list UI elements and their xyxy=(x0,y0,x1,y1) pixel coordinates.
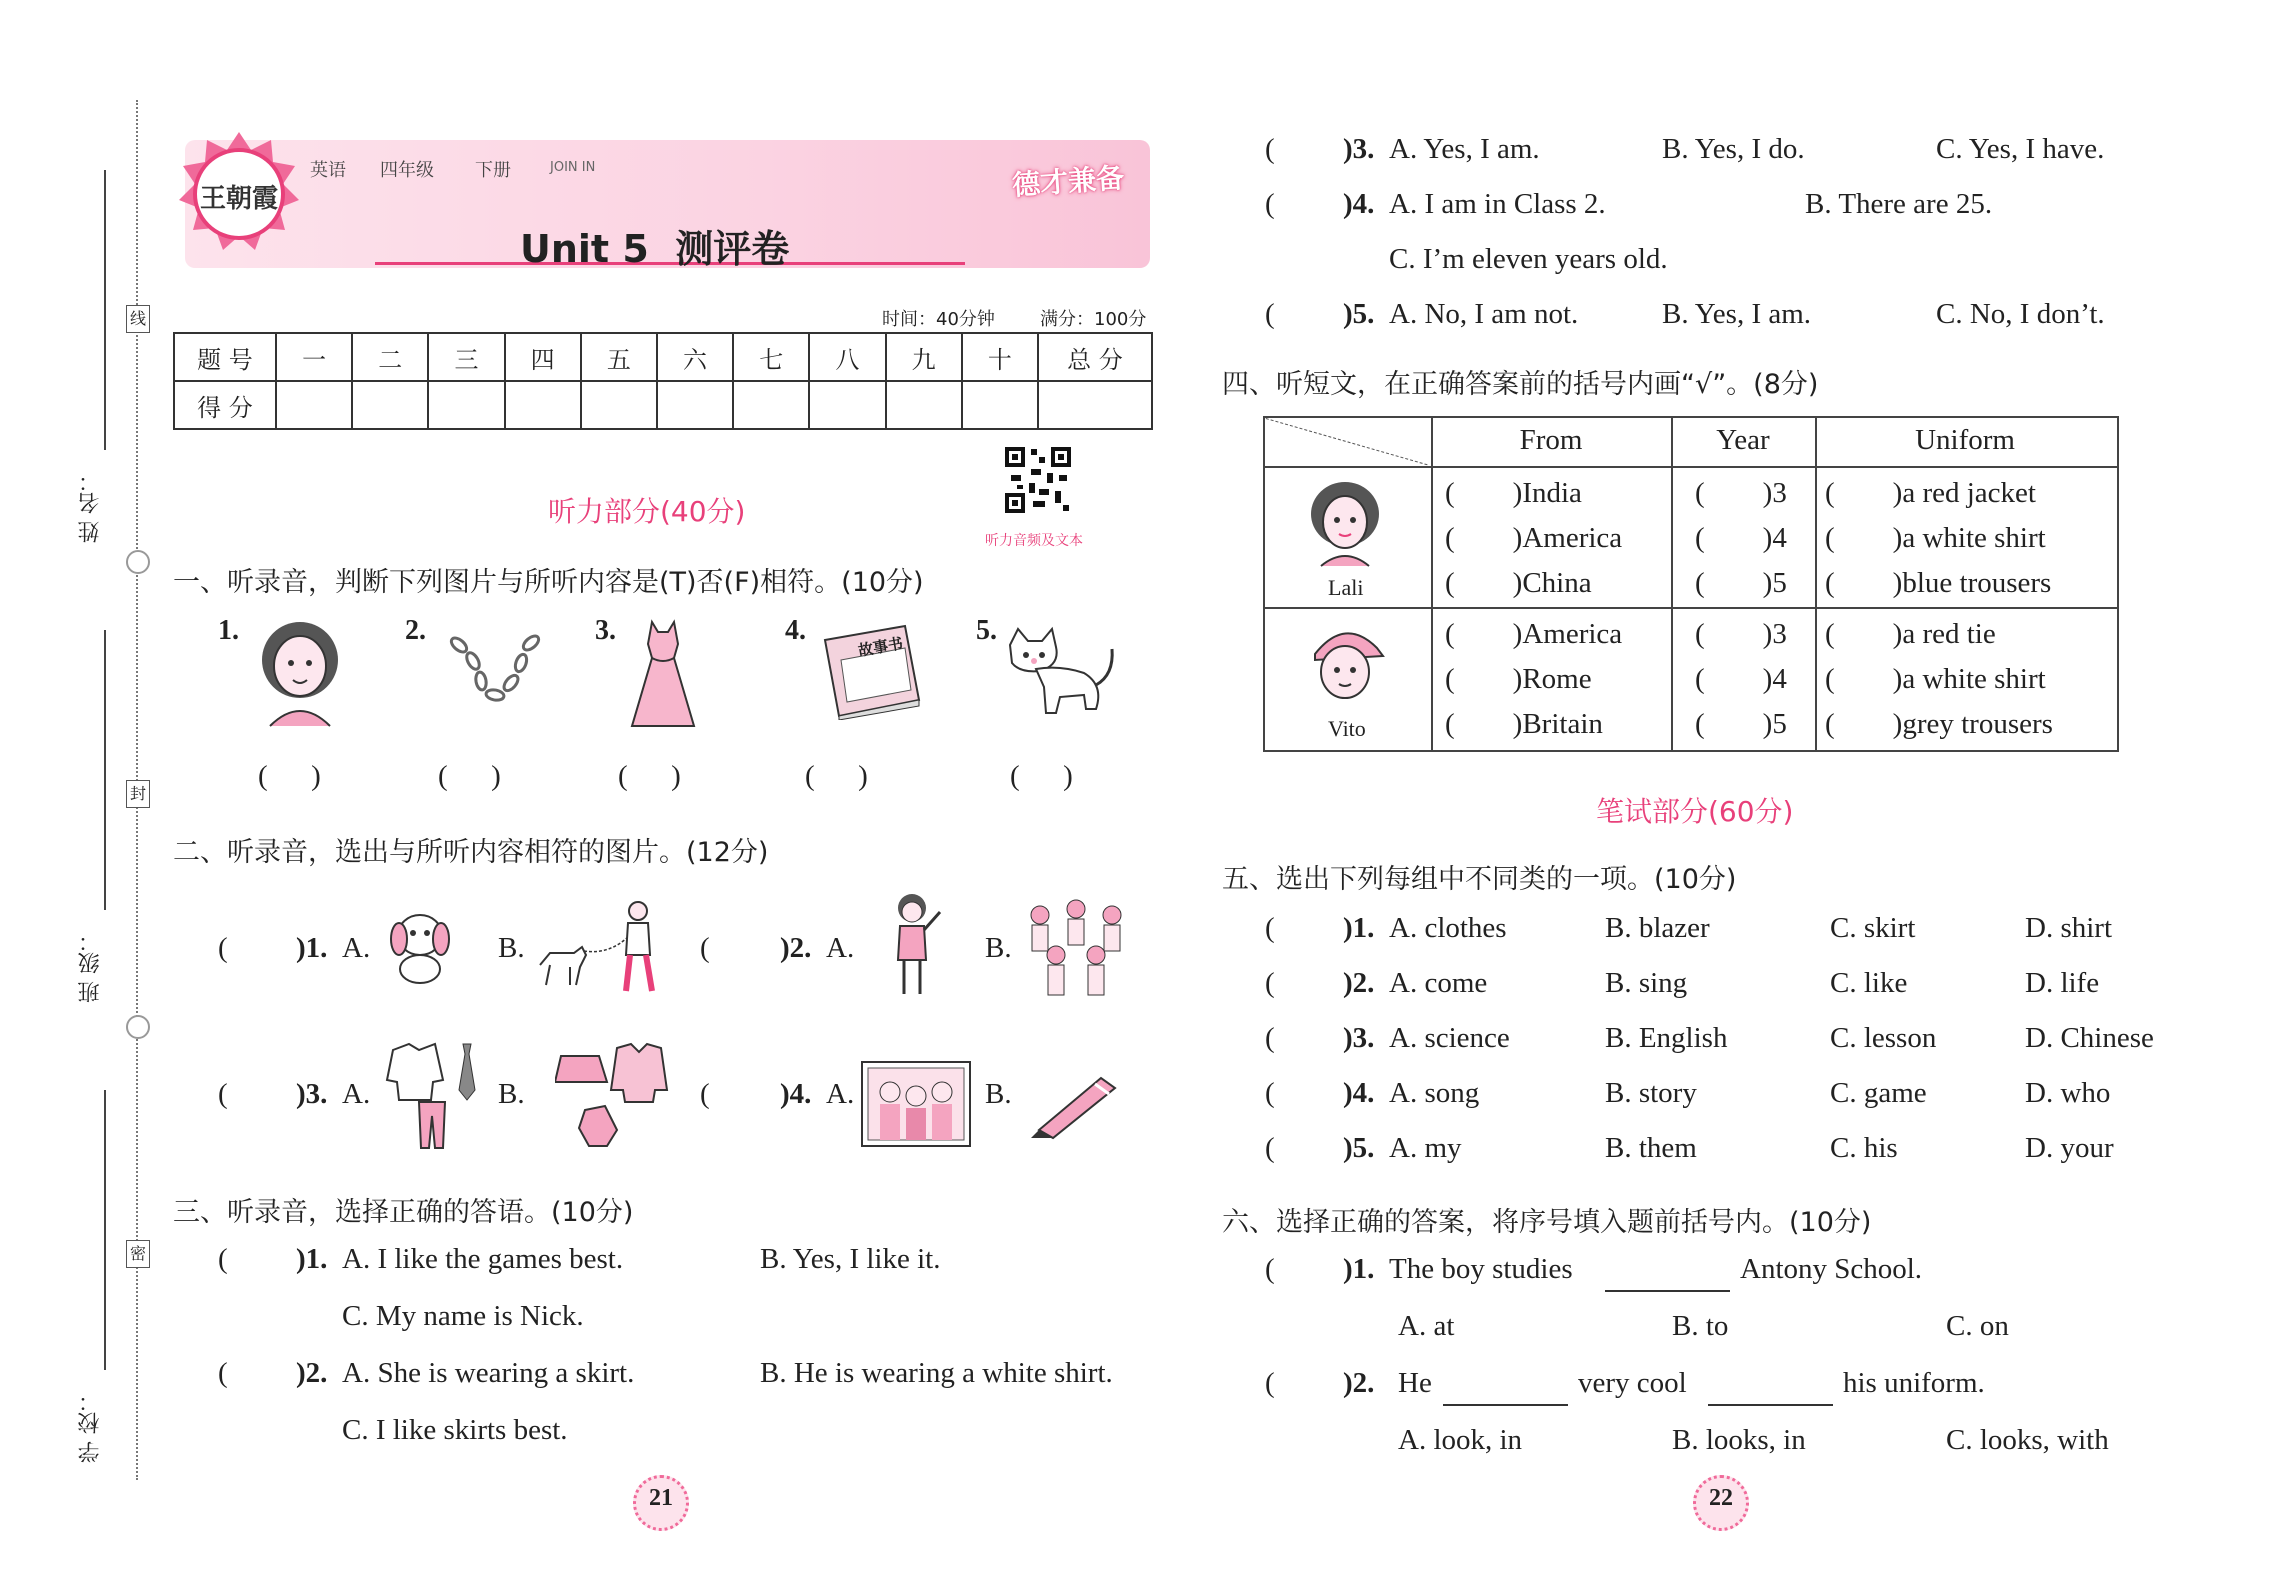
table-cell: 五 xyxy=(581,333,657,381)
part4-title: 四、听短文，在正确答案前的括号内画“√”。(8分) xyxy=(1222,369,1819,400)
score-table-score-row xyxy=(174,381,1152,429)
option-c: C. game xyxy=(1830,1077,1927,1109)
option-b: B. He is wearing a white shirt. xyxy=(760,1357,1113,1389)
lali-avatar-icon xyxy=(1305,478,1385,573)
group-of-children-picture-icon xyxy=(1020,895,1135,1005)
option-a: A. She is wearing a skirt. xyxy=(342,1357,635,1389)
from-option[interactable]: ( )China xyxy=(1445,567,1592,599)
from-option[interactable]: ( )Britain xyxy=(1445,708,1603,740)
option-b-label: B. xyxy=(985,932,1012,964)
option-a-label: A. xyxy=(342,932,371,964)
question-number: )4. xyxy=(1343,1077,1375,1109)
option-a: A. song xyxy=(1389,1077,1480,1109)
option-a: A. science xyxy=(1389,1022,1510,1054)
subject-label: 英语 xyxy=(310,160,346,181)
option-d: D. your xyxy=(2025,1132,2114,1164)
score-input[interactable] xyxy=(505,381,581,429)
option-a: A. my xyxy=(1389,1132,1462,1164)
uniform-option[interactable]: ( )grey trousers xyxy=(1825,708,2053,740)
answer-bracket[interactable]: ( xyxy=(1265,298,1275,330)
question-number: )2. xyxy=(1343,967,1375,999)
uniform-option-text: a white shirt xyxy=(1902,522,2046,554)
header-from: From xyxy=(1519,424,1583,456)
option-b: B. story xyxy=(1605,1077,1697,1109)
sentence-part: He xyxy=(1398,1367,1432,1399)
uniform-option[interactable]: ( )blue trousers xyxy=(1825,567,2052,599)
part3-title: 三、听录音，选择正确的答语。(10分) xyxy=(173,1197,634,1228)
page-number-left: 21 xyxy=(649,1485,673,1511)
binding-margin xyxy=(60,100,150,1480)
grade-label: 四年级 xyxy=(380,160,434,181)
page-title: Unit 5 测评卷 xyxy=(520,227,790,271)
table-cell: 七 xyxy=(733,333,809,381)
dog-walking-picture-icon xyxy=(530,895,670,1000)
option-a: A. I like the games best. xyxy=(342,1243,624,1275)
question-number: )2. xyxy=(780,932,812,964)
option-b: B. Yes, I am. xyxy=(1662,298,1812,330)
answer-bracket[interactable]: ( xyxy=(1265,1077,1275,1109)
part5-title: 五、选出下列每组中不同类的一项。(10分) xyxy=(1222,864,1737,895)
table-divider xyxy=(1263,607,2117,609)
pen-picture-icon xyxy=(1025,1070,1125,1145)
question-number: )5. xyxy=(1343,1132,1375,1164)
part1-num: 2. xyxy=(405,615,426,646)
listening-section-title: 听力部分(40分) xyxy=(548,495,746,528)
answer-bracket[interactable]: ( xyxy=(218,1243,228,1275)
from-option-text: Britain xyxy=(1522,708,1603,740)
part1-title: 一、听录音，判断下列图片与所听内容是(T)否(F)相符。(10分) xyxy=(173,567,924,598)
table-cell: 三 xyxy=(428,333,504,381)
question-number: )1. xyxy=(296,1243,328,1275)
school-label: 学 校： xyxy=(78,1390,103,1463)
from-option-text: China xyxy=(1522,567,1592,599)
option-c: C. I’m eleven years old. xyxy=(1389,243,1668,275)
answer-bracket[interactable]: ( xyxy=(1265,1253,1275,1285)
storybook-picture-icon xyxy=(815,620,925,725)
logo-text: 王朝霞 xyxy=(199,184,278,213)
score-input[interactable] xyxy=(1038,381,1152,429)
option-c: C. My name is Nick. xyxy=(342,1300,584,1332)
uniform-option-text: a white shirt xyxy=(1902,663,2046,695)
uniform-option[interactable]: ( )a white shirt xyxy=(1825,522,2046,554)
option-b: B. Yes, I like it. xyxy=(760,1243,941,1275)
option-c: C. his xyxy=(1830,1132,1898,1164)
question-number: )2. xyxy=(296,1357,328,1389)
year-option[interactable]: ( )5 xyxy=(1695,567,1787,599)
vito-name: Vito xyxy=(1328,716,1366,741)
storybook-label: 故事书 xyxy=(856,634,905,660)
year-option[interactable]: ( )3 xyxy=(1695,477,1787,509)
year-option-text: 4 xyxy=(1772,522,1787,554)
option-c: C. Yes, I have. xyxy=(1936,133,2105,165)
option-b-label: B. xyxy=(498,932,525,964)
school-line xyxy=(104,1090,106,1370)
table-cell: 九 xyxy=(886,333,962,381)
question-number: )1. xyxy=(1343,912,1375,944)
from-option[interactable]: ( )America xyxy=(1445,618,1623,650)
option-a: A. No, I am not. xyxy=(1389,298,1579,330)
uniform-option[interactable]: ( )a red jacket xyxy=(1825,477,2036,509)
score-table xyxy=(173,332,1153,430)
question-number: )1. xyxy=(296,932,328,964)
time-info: 时间：40分钟 xyxy=(882,309,995,330)
option-a: A. look, in xyxy=(1398,1424,1523,1456)
answer-bracket[interactable]: ( xyxy=(1265,1132,1275,1164)
answer-bracket[interactable]: ( xyxy=(1265,912,1275,944)
from-option-text: America xyxy=(1522,522,1623,554)
part2-title: 二、听录音，选出与所听内容相符的图片。(12分) xyxy=(173,837,769,868)
edition-label: JOIN IN xyxy=(550,160,596,175)
option-a: A. come xyxy=(1389,967,1488,999)
question-number: )5. xyxy=(1343,298,1375,330)
option-c: C. like xyxy=(1830,967,1908,999)
dress-picture-icon xyxy=(628,618,698,735)
uniform-option-text: blue trousers xyxy=(1902,567,2052,599)
year-option[interactable]: ( )5 xyxy=(1695,708,1787,740)
part6-title: 六、选择正确的答案，将序号填入题前括号内。(10分) xyxy=(1222,1207,1872,1238)
from-option-text: America xyxy=(1522,618,1623,650)
option-b: B. looks, in xyxy=(1672,1424,1806,1456)
answer-bracket[interactable]: ( xyxy=(218,1357,228,1389)
answer-bracket[interactable]: ( ) xyxy=(805,760,868,792)
option-b: B. blazer xyxy=(1605,912,1710,944)
score-input[interactable] xyxy=(886,381,962,429)
year-option-text: 5 xyxy=(1772,708,1787,740)
sentence-part: his uniform. xyxy=(1843,1367,1985,1399)
class-label: 班 级： xyxy=(78,930,103,1003)
option-b-label: B. xyxy=(498,1078,525,1110)
part1-num: 3. xyxy=(595,615,616,646)
option-c: C. No, I don’t. xyxy=(1936,298,2105,330)
option-b: B. English xyxy=(1605,1022,1728,1054)
uniform-option-text: a red tie xyxy=(1902,618,1996,650)
option-c: C. lesson xyxy=(1830,1022,1937,1054)
score-input[interactable] xyxy=(352,381,428,429)
option-c: C. skirt xyxy=(1830,912,1916,944)
table-cell: 六 xyxy=(657,333,733,381)
header-uniform: Uniform xyxy=(1915,424,2015,456)
table-cell: 一 xyxy=(276,333,352,381)
score-input[interactable] xyxy=(809,381,885,429)
from-option[interactable]: ( )America xyxy=(1445,522,1623,554)
uniform-option[interactable]: ( )a white shirt xyxy=(1825,663,2046,695)
from-option-text: Rome xyxy=(1522,663,1592,695)
part1-num: 4. xyxy=(785,615,806,646)
question-number: )2. xyxy=(1343,1367,1375,1399)
table-cell: 八 xyxy=(809,333,885,381)
year-option-text: 3 xyxy=(1772,618,1787,650)
option-b: B. to xyxy=(1672,1310,1729,1342)
answer-bracket[interactable]: ( xyxy=(700,932,710,964)
option-c: C. on xyxy=(1946,1310,2009,1342)
answer-bracket[interactable]: ( ) xyxy=(1010,760,1073,792)
year-option[interactable]: ( )4 xyxy=(1695,663,1787,695)
from-option[interactable]: ( )India xyxy=(1445,477,1582,509)
question-number: )3. xyxy=(1343,133,1375,165)
qr-code-icon[interactable] xyxy=(1003,445,1073,515)
header-year: Year xyxy=(1716,424,1770,456)
table-cell: 得 分 xyxy=(174,381,276,429)
option-a-label: A. xyxy=(342,1078,371,1110)
lali-name: Lali xyxy=(1328,575,1364,600)
table-divider xyxy=(1263,466,2117,468)
option-a: A. Yes, I am. xyxy=(1389,133,1540,165)
seal-xian: 线 xyxy=(126,305,150,333)
score-input[interactable] xyxy=(733,381,809,429)
option-b: B. There are 25. xyxy=(1805,188,1993,220)
shirt-tie-trousers-picture-icon xyxy=(385,1040,495,1155)
option-d: D. who xyxy=(2025,1077,2111,1109)
table-cell: 四 xyxy=(505,333,581,381)
answer-bracket[interactable]: ( xyxy=(1265,188,1275,220)
fill-blank[interactable] xyxy=(1605,1290,1730,1292)
question-number: )4. xyxy=(780,1078,812,1110)
option-b-label: B. xyxy=(985,1078,1012,1110)
year-option-text: 4 xyxy=(1772,663,1787,695)
answer-bracket[interactable]: ( xyxy=(1265,1367,1275,1399)
year-option-text: 3 xyxy=(1772,477,1787,509)
score-input[interactable] xyxy=(428,381,504,429)
cat-picture-icon xyxy=(1000,625,1120,725)
option-c: C. I like skirts best. xyxy=(342,1414,568,1446)
name-label: 姓 名： xyxy=(78,470,103,543)
score-input[interactable] xyxy=(962,381,1038,429)
option-d: D. life xyxy=(2025,967,2100,999)
chain-picture-icon xyxy=(445,625,545,720)
option-c: C. looks, with xyxy=(1946,1424,2109,1456)
year-option-text: 5 xyxy=(1772,567,1787,599)
binding-hole-icon xyxy=(126,1015,150,1039)
year-option[interactable]: ( )3 xyxy=(1695,618,1787,650)
part1-num: 5. xyxy=(976,615,997,646)
uniform-option[interactable]: ( )a red tie xyxy=(1825,618,1996,650)
uniform-option-text: grey trousers xyxy=(1902,708,2053,740)
uniform-option-text: a red jacket xyxy=(1902,477,2036,509)
answer-bracket[interactable]: ( ) xyxy=(618,760,681,792)
sentence-part: The boy studies xyxy=(1389,1253,1573,1285)
score-input[interactable] xyxy=(581,381,657,429)
sentence-part: Antony School. xyxy=(1740,1253,1923,1285)
option-b: B. them xyxy=(1605,1132,1697,1164)
skirt-jacket-picture-icon xyxy=(555,1040,670,1155)
part1-num: 1. xyxy=(218,615,239,646)
answer-bracket[interactable]: ( xyxy=(1265,967,1275,999)
vito-avatar-icon xyxy=(1305,620,1385,715)
option-b: B. Yes, I do. xyxy=(1662,133,1805,165)
puppy-picture-icon xyxy=(385,905,455,992)
option-d: D. Chinese xyxy=(2025,1022,2154,1054)
family-photo-picture-icon xyxy=(860,1060,972,1153)
seal-feng: 封 xyxy=(126,780,150,808)
term-label: 下册 xyxy=(475,160,511,181)
option-a: A. I am in Class 2. xyxy=(1389,188,1606,220)
table-cell: 二 xyxy=(352,333,428,381)
tagline: 德才兼备 xyxy=(1011,161,1126,202)
from-option[interactable]: ( )Rome xyxy=(1445,663,1592,695)
from-option-text: India xyxy=(1522,477,1582,509)
question-number: )1. xyxy=(1343,1253,1375,1285)
option-a-label: A. xyxy=(826,1078,855,1110)
option-a: A. at xyxy=(1398,1310,1455,1342)
answer-bracket[interactable]: ( xyxy=(218,1078,228,1110)
option-b: B. sing xyxy=(1605,967,1688,999)
binding-hole-icon xyxy=(126,550,150,574)
writing-section-title: 笔试部分(60分) xyxy=(1596,795,1794,828)
girl-waving-picture-icon xyxy=(880,890,950,1005)
year-option[interactable]: ( )4 xyxy=(1695,522,1787,554)
question-number: )3. xyxy=(1343,1022,1375,1054)
score-input[interactable] xyxy=(657,381,733,429)
seal-mi: 密 xyxy=(126,1240,150,1268)
answer-bracket[interactable]: ( xyxy=(218,932,228,964)
score-input[interactable] xyxy=(276,381,352,429)
question-number: )4. xyxy=(1343,188,1375,220)
fill-blank[interactable] xyxy=(1708,1404,1833,1406)
score-table-header-row xyxy=(174,333,1152,381)
option-d: D. shirt xyxy=(2025,912,2112,944)
qr-caption: 听力音频及文本 xyxy=(985,533,1083,549)
answer-bracket[interactable]: ( ) xyxy=(438,760,501,792)
full-score-info: 满分：100分 xyxy=(1040,309,1147,330)
fill-blank[interactable] xyxy=(1443,1404,1568,1406)
table-cell: 题 号 xyxy=(174,333,276,381)
option-a: A. clothes xyxy=(1389,912,1507,944)
answer-bracket[interactable]: ( ) xyxy=(258,760,321,792)
option-a-label: A. xyxy=(826,932,855,964)
table-cell: 十 xyxy=(962,333,1038,381)
answer-bracket[interactable]: ( xyxy=(700,1078,710,1110)
table-cell: 总 分 xyxy=(1038,333,1152,381)
girl-picture-icon xyxy=(255,618,345,733)
class-line xyxy=(104,630,106,910)
question-number: )3. xyxy=(296,1078,328,1110)
answer-bracket[interactable]: ( xyxy=(1265,133,1275,165)
answer-bracket[interactable]: ( xyxy=(1265,1022,1275,1054)
name-line xyxy=(104,170,106,450)
page-number-right: 22 xyxy=(1709,1485,1733,1511)
sentence-part: very cool xyxy=(1578,1367,1687,1399)
